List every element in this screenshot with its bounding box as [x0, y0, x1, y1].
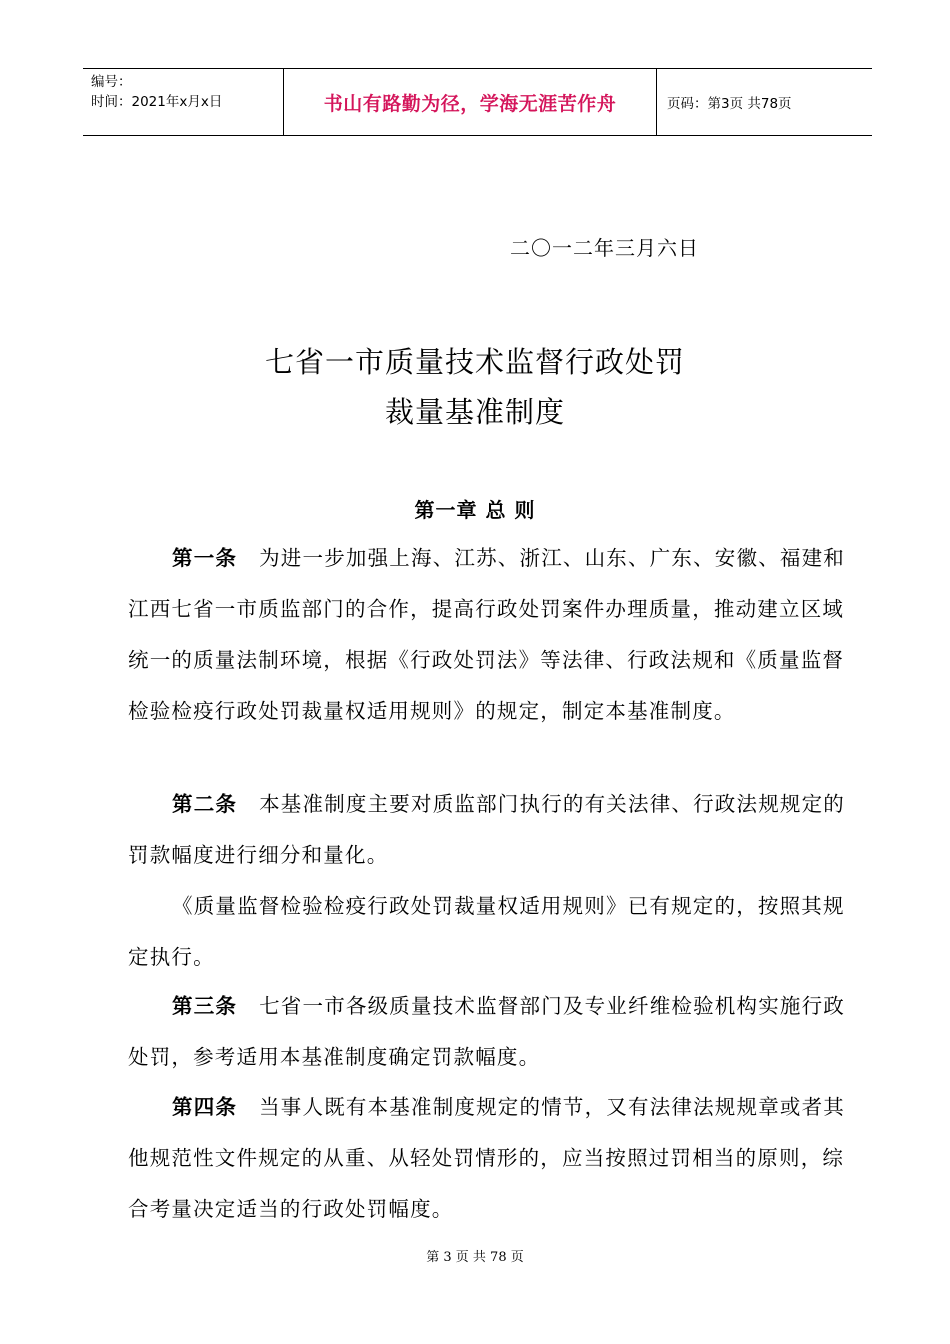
article-4	[128, 1082, 848, 1235]
article-label: 第二条	[172, 792, 238, 816]
article-text: 七省一市各级质量技术监督部门及专业纤维检验机构实施行政处罚，参考适用本基准制度确定罚款幅度。	[128, 994, 846, 1069]
page-header	[83, 68, 872, 136]
chapter-heading: 第一章 总 则	[414, 498, 536, 522]
article-2-paragraph-2	[128, 881, 848, 983]
article-label: 第三条	[172, 994, 238, 1018]
article-label: 第四条	[172, 1095, 238, 1119]
header-meta	[83, 69, 284, 135]
article-1	[128, 533, 848, 737]
number-label: 编号：	[91, 74, 132, 90]
document-date: 二〇一二年三月六日	[510, 236, 699, 260]
article-2	[128, 779, 848, 881]
page-footer: 第 3 页 共 78 页	[426, 1250, 524, 1265]
header-motto: 书山有路勤为径，学海无涯苦作舟	[284, 69, 657, 135]
document-title-line1: 七省一市质量技术监督行政处罚	[264, 345, 685, 379]
article-text: 当事人既有本基准制度规定的情节，又有法律法规规章或者其他规范性文件规定的从重、从轻处罚情形的，应当按照过罚相当的原则，综合考量决定适当的行政处罚幅度。	[128, 1095, 846, 1221]
article-label: 第一条	[172, 546, 238, 570]
article-text: 《质量监督检验检疫行政处罚裁量权适用规则》已有规定的，按照其规定执行。	[128, 894, 845, 969]
time-label: 时间：2021年x月x日	[91, 94, 223, 110]
article-3	[128, 981, 848, 1083]
document-title-line2: 裁量基准制度	[384, 395, 565, 429]
article-text: 本基准制度主要对质监部门执行的有关法律、行政法规规定的罚款幅度进行细分和量化。	[128, 792, 846, 867]
header-page-info: 页码：第3页 共78页	[667, 96, 792, 112]
article-text: 为进一步加强上海、江苏、浙江、山东、广东、安徽、福建和江西七省一市质监部门的合作，提高行政处罚案件办理质量，推动建立区域统一的质量法制环境，根据《行政处罚法》等法律、行政法规和《质量监督检验检疫行政处罚裁量权适用规则》的规定，制定本基准制度。	[128, 546, 846, 723]
